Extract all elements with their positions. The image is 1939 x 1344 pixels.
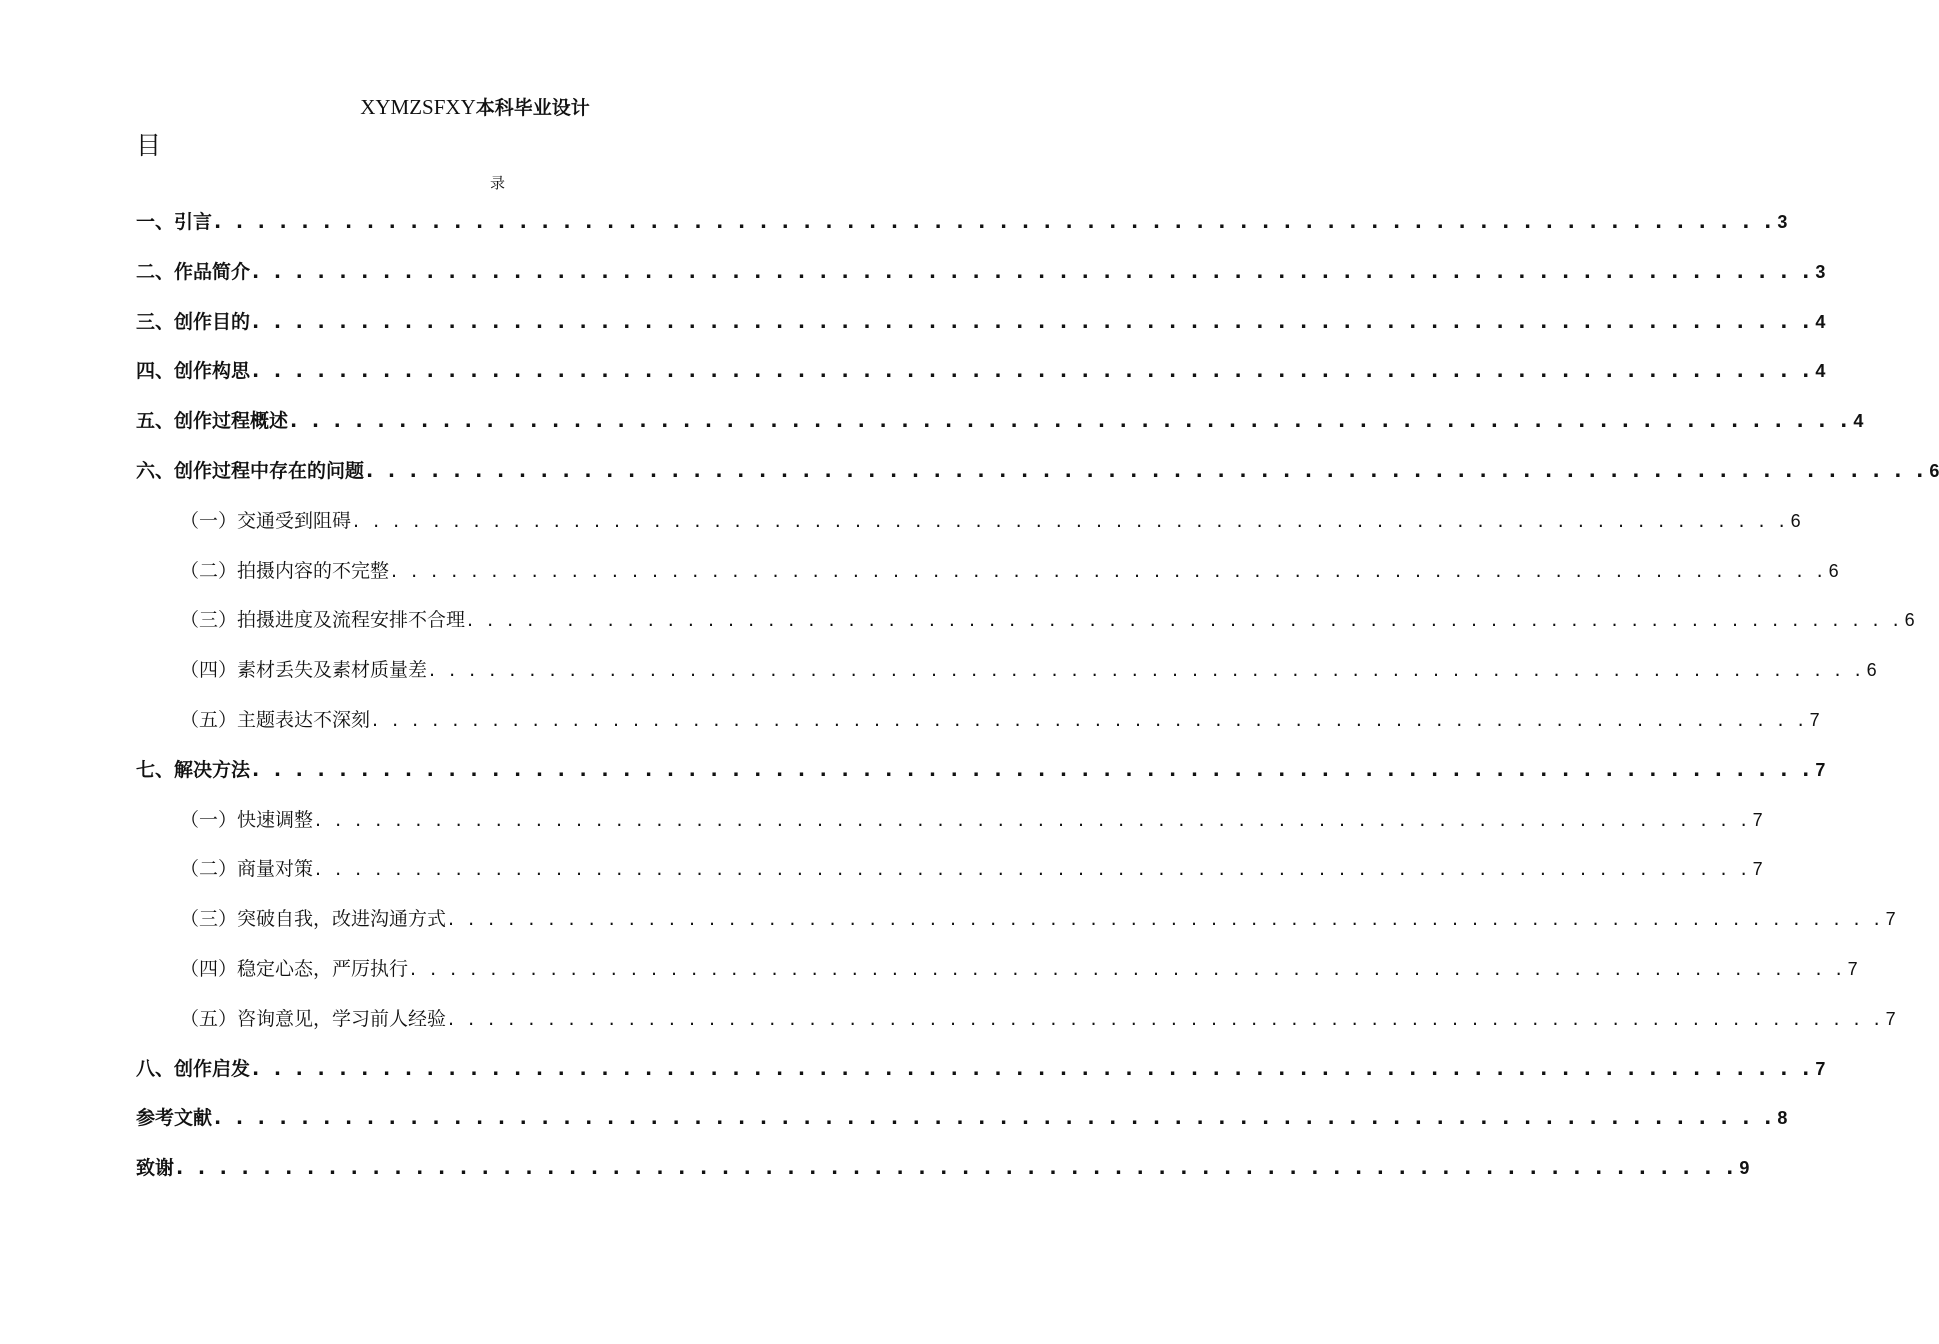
toc-entry-label: 参考文献	[136, 1107, 213, 1129]
toc-dot-leader: . . . . . . . . . . . . . . . . . . . . . . . . . . . . . . . . . . . . . . . . . . . . . . . . . . . . . . . . . . . . . . . . . . . . . . . .	[252, 311, 1814, 333]
toc-entry-label: （二）拍摄内容的不完整	[180, 560, 390, 582]
toc-entry-label: （三）拍摄进度及流程安排不合理	[180, 609, 466, 631]
page-header	[0, 92, 950, 123]
toc-entry-page-number: 4	[1853, 411, 1864, 431]
toc-title-second-char: 录	[489, 174, 505, 192]
toc-entry[interactable]	[136, 1153, 1750, 1183]
toc-entry-label: 一、引言	[136, 211, 213, 233]
toc-dot-leader: . . . . . . . . . . . . . . . . . . . . . . . . . . . . . . . . . . . . . . . . . . . . . . . . . . . . . . . . . . . . . . . . . . . . . . . .	[252, 261, 1814, 283]
toc-entry-page-number: 7	[1885, 909, 1896, 929]
toc-dot-leader: . . . . . . . . . . . . . . . . . . . . . . . . . . . . . . . . . . . . . . . . . . . . . . . . . . . . . . . . . . . . . . . . . . . . . . . .	[252, 1058, 1814, 1080]
toc-dot-leader: . . . . . . . . . . . . . . . . . . . . . . . . . . . . . . . . . . . . . . . . . . . . . . . . . . . . . . . . . . . . . . . . . . . . . . . .	[176, 1157, 1738, 1179]
toc-entry[interactable]	[136, 207, 1788, 237]
toc-title-first-char: 目	[136, 131, 162, 160]
toc-subentry[interactable]	[180, 605, 1915, 635]
toc-entry-page-number: 9	[1739, 1158, 1750, 1178]
toc-entry-page-number: 7	[1752, 859, 1763, 879]
toc-entry[interactable]	[136, 356, 1826, 386]
header-text: 本科毕业设计	[475, 97, 590, 119]
toc-entry-page-number: 7	[1752, 810, 1763, 830]
toc-entry-page-number: 7	[1885, 1009, 1896, 1029]
toc-entry[interactable]	[136, 755, 1826, 785]
toc-entry-page-number: 3	[1815, 262, 1826, 282]
toc-dot-leader: . . . . . . . . . . . . . . . . . . . . . . . . . . . . . . . . . . . . . . . . . . . . . . . . . . . . . . . . . . . . . . . . . . . . . . . .	[252, 360, 1814, 382]
toc-entry-label: （五）咨询意见，学习前人经验	[180, 1008, 447, 1030]
toc-entry-label: （四）素材丢失及素材质量差	[180, 659, 428, 681]
toc-entry-label: 四、创作构思	[136, 360, 251, 382]
toc-entry-page-number: 6	[1866, 660, 1877, 680]
toc-entry-page-number: 6	[1904, 610, 1915, 630]
toc-entry-page-number: 6	[1828, 561, 1839, 581]
toc-dot-leader: . . . . . . . . . . . . . . . . . . . . . . . . . . . . . . . . . . . . . . . . . . . . . . . . . . . . . . . . . . . . . . . . . . . . . . . .	[467, 609, 1903, 631]
toc-subentry[interactable]	[180, 954, 1858, 984]
toc-entry-label: （二）商量对策	[180, 858, 314, 880]
toc-subentry[interactable]	[180, 655, 1877, 685]
toc-entry-label: （一）快速调整	[180, 809, 314, 831]
toc-dot-leader: . . . . . . . . . . . . . . . . . . . . . . . . . . . . . . . . . . . . . . . . . . . . . . . . . . . . . . . . . . . . . . . . . . . . . . . .	[429, 659, 1865, 681]
toc-entry[interactable]	[136, 307, 1826, 337]
toc-subentry[interactable]	[180, 506, 1801, 536]
toc-entry-label: 五、创作过程概述	[136, 410, 289, 432]
toc-dot-leader: . . . . . . . . . . . . . . . . . . . . . . . . . . . . . . . . . . . . . . . . . . . . . . . . . . . . . . . . . . . . . . . . . . . . . . . .	[252, 759, 1814, 781]
toc-entry-label: 七、解决方法	[136, 759, 251, 781]
toc-entry-label: （三）突破自我，改进沟通方式	[180, 908, 447, 930]
toc-subentry[interactable]	[180, 556, 1839, 586]
toc-entry-label: （五）主题表达不深刻	[180, 709, 371, 731]
toc-entry-page-number: 7	[1809, 710, 1820, 730]
toc-dot-leader: . . . . . . . . . . . . . . . . . . . . . . . . . . . . . . . . . . . . . . . . . . . . . . . . . . . . . . . . . . . . . . . . . . . . . . . .	[214, 211, 1776, 233]
toc-entry-label: 八、创作启发	[136, 1058, 251, 1080]
toc-entry[interactable]	[136, 1103, 1788, 1133]
toc-entry-label: 六、创作过程中存在的问题	[136, 460, 365, 482]
toc-dot-leader: . . . . . . . . . . . . . . . . . . . . . . . . . . . . . . . . . . . . . . . . . . . . . . . . . . . . . . . . . . . . . . . . . . . . . . . .	[315, 858, 1751, 880]
toc-dot-leader: . . . . . . . . . . . . . . . . . . . . . . . . . . . . . . . . . . . . . . . . . . . . . . . . . . . . . . . . . . . . . . . . . . . . . . . .	[372, 709, 1808, 731]
toc-entry[interactable]	[136, 406, 1864, 436]
toc-subentry[interactable]	[180, 705, 1820, 735]
toc-entry-page-number: 6	[1929, 461, 1939, 481]
toc-subentry[interactable]	[180, 805, 1763, 835]
toc-entry[interactable]	[136, 257, 1826, 287]
toc-dot-leader: . . . . . . . . . . . . . . . . . . . . . . . . . . . . . . . . . . . . . . . . . . . . . . . . . . . . . . . . . . . . . . . . . . . . . . . .	[290, 410, 1852, 432]
toc-dot-leader: . . . . . . . . . . . . . . . . . . . . . . . . . . . . . . . . . . . . . . . . . . . . . . . . . . . . . . . . . . . . . . . . . . . . . . . .	[315, 809, 1751, 831]
toc-entry-page-number: 7	[1815, 760, 1826, 780]
toc-dot-leader: . . . . . . . . . . . . . . . . . . . . . . . . . . . . . . . . . . . . . . . . . . . . . . . . . . . . . . . . . . . . . . . . . . . . . . . .	[410, 958, 1846, 980]
toc-entry[interactable]	[136, 1054, 1826, 1084]
toc-dot-leader: . . . . . . . . . . . . . . . . . . . . . . . . . . . . . . . . . . . . . . . . . . . . . . . . . . . . . . . . . . . . . . . . . . . . . . . .	[366, 460, 1928, 482]
toc-entry-label: 二、作品简介	[136, 261, 251, 283]
toc-dot-leader: . . . . . . . . . . . . . . . . . . . . . . . . . . . . . . . . . . . . . . . . . . . . . . . . . . . . . . . . . . . . . . . . . . . . . . . .	[448, 1008, 1884, 1030]
toc-dot-leader: . . . . . . . . . . . . . . . . . . . . . . . . . . . . . . . . . . . . . . . . . . . . . . . . . . . . . . . . . . . . . . . . . . . . . . . .	[448, 908, 1884, 930]
toc-entry-page-number: 4	[1815, 361, 1826, 381]
toc-entry-page-number: 3	[1777, 212, 1788, 232]
toc-subentry[interactable]	[180, 904, 1896, 934]
toc-entry-label: 三、创作目的	[136, 311, 251, 333]
toc-entry-page-number: 8	[1777, 1108, 1788, 1128]
toc-subentry[interactable]	[180, 1004, 1896, 1034]
toc-entry-page-number: 7	[1815, 1059, 1826, 1079]
header-code: XYMZSFXY	[360, 95, 476, 119]
toc-entry-label: （一）交通受到阻碍	[180, 510, 352, 532]
toc-entry[interactable]	[136, 456, 1939, 486]
toc-dot-leader: . . . . . . . . . . . . . . . . . . . . . . . . . . . . . . . . . . . . . . . . . . . . . . . . . . . . . . . . . . . . . . . . . . . . . . . .	[353, 510, 1789, 532]
toc-entry-page-number: 6	[1790, 511, 1801, 531]
toc-subentry[interactable]	[180, 854, 1763, 884]
toc-entry-page-number: 4	[1815, 312, 1826, 332]
toc-entry-label: 致谢	[136, 1157, 175, 1179]
toc-dot-leader: . . . . . . . . . . . . . . . . . . . . . . . . . . . . . . . . . . . . . . . . . . . . . . . . . . . . . . . . . . . . . . . . . . . . . . . .	[214, 1107, 1776, 1129]
toc-entry-label: （四）稳定心态，严厉执行	[180, 958, 409, 980]
toc-dot-leader: . . . . . . . . . . . . . . . . . . . . . . . . . . . . . . . . . . . . . . . . . . . . . . . . . . . . . . . . . . . . . . . . . . . . . . . .	[391, 560, 1827, 582]
toc-entry-page-number: 7	[1847, 959, 1858, 979]
